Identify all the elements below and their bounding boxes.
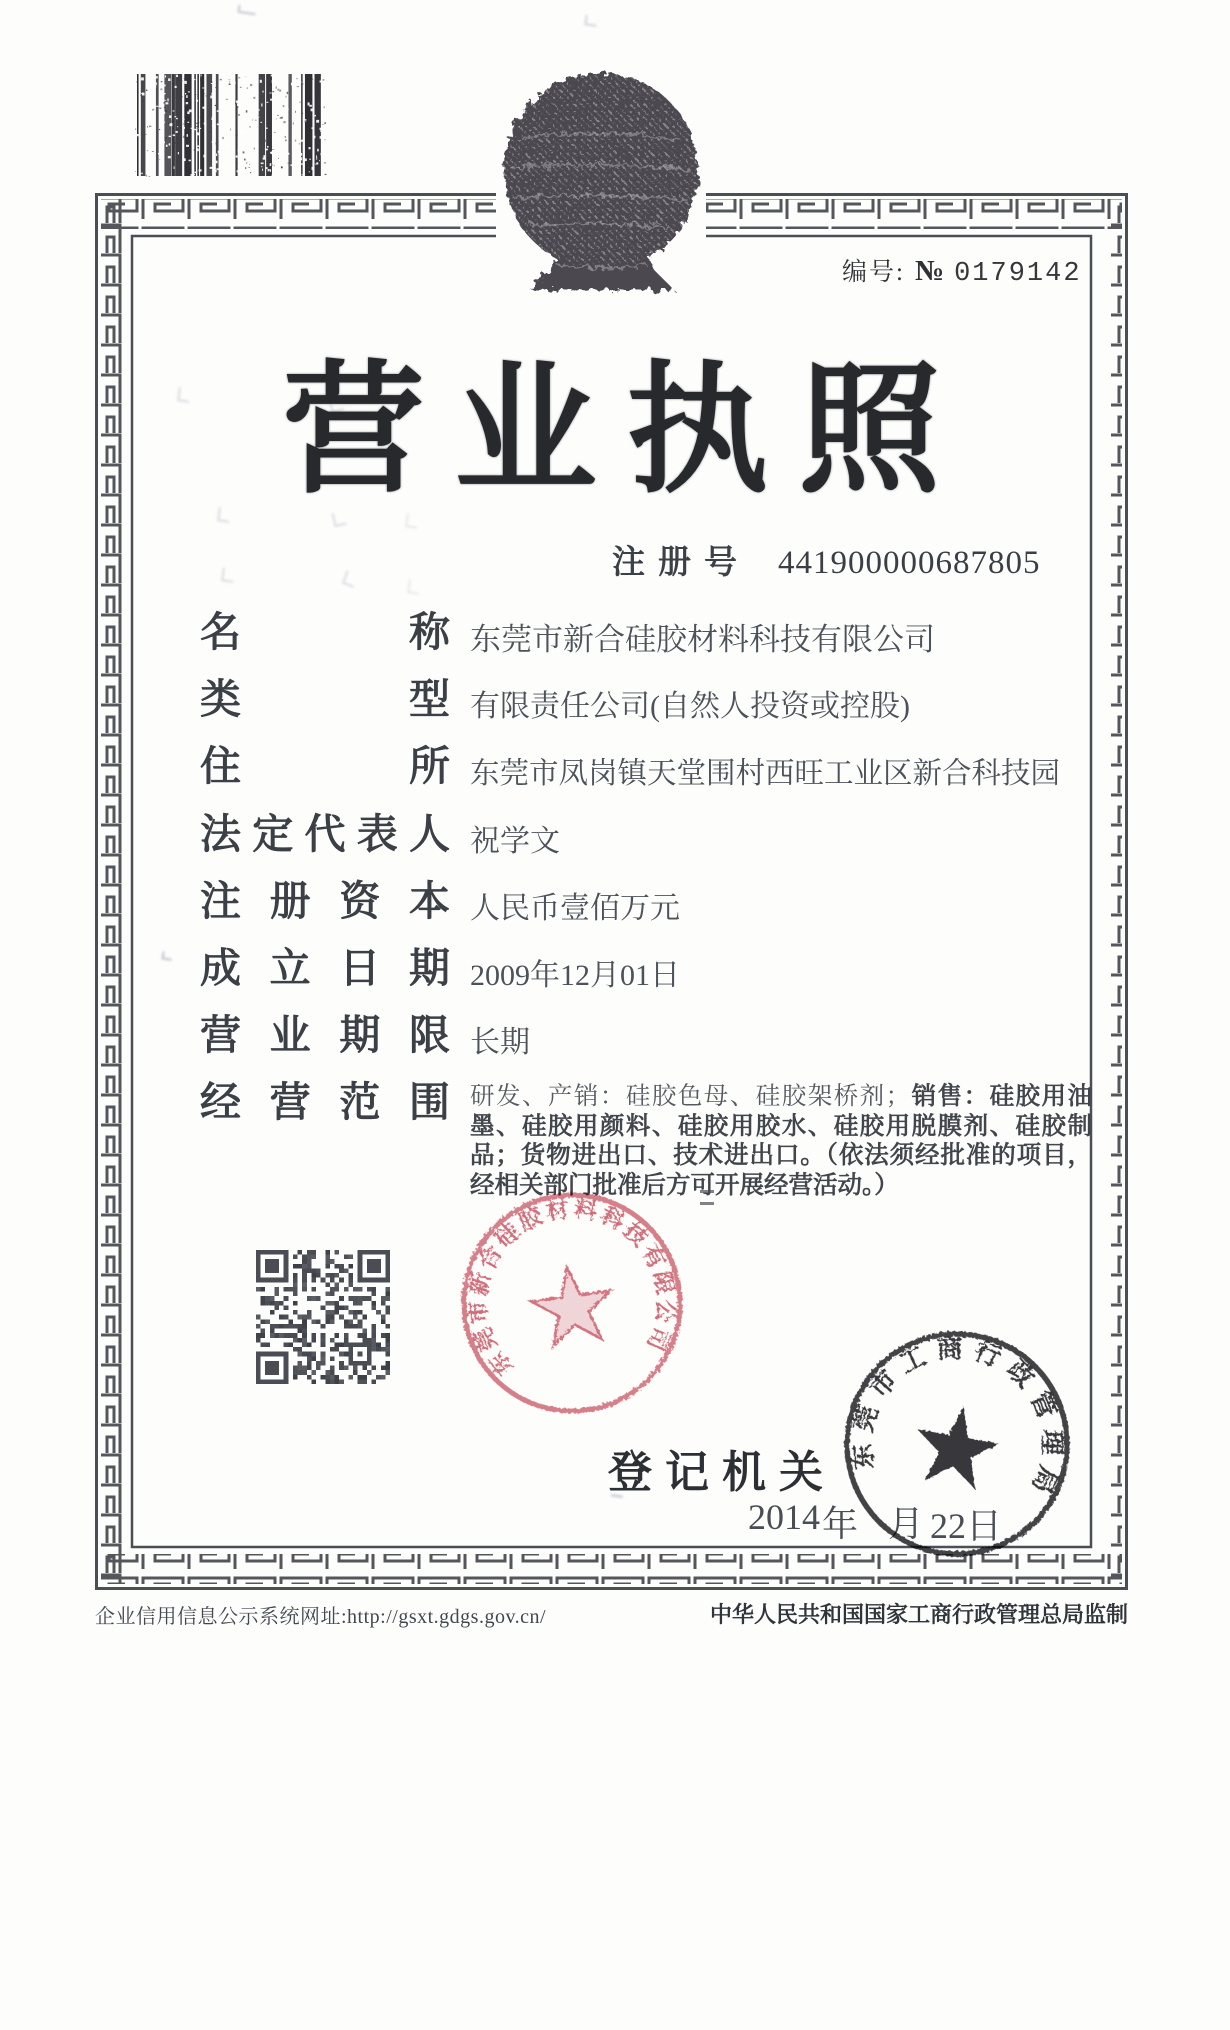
scan-artifact <box>407 579 421 595</box>
registration-number-line <box>612 536 1041 583</box>
public-info-url: 企业信用信息公示系统网址:http://gsxt.gdgs.gov.cn/ <box>95 1606 547 1628</box>
barcode-image <box>135 74 327 178</box>
field-value: 长期 <box>470 1026 530 1059</box>
field-row-legal-representative <box>0 810 1230 864</box>
field-label: 经 营 范 围 <box>200 1079 450 1125</box>
field-row-business-term <box>0 1011 1230 1065</box>
field-value: 东莞市凤岗镇天堂围村西旺工业区新合科技园 <box>470 758 1061 790</box>
issue-date-year: 2014 <box>748 1497 820 1537</box>
field-label: 住 所 <box>200 743 450 789</box>
field-label: 类 型 <box>200 676 450 722</box>
qr-code-image <box>256 1250 390 1384</box>
scope-bold: 销售：硅胶用油墨、硅胶用颜料、硅胶用胶水、硅胶用脱膜剂、硅胶制品；货物进出口、技术进出口。（依法须经批准的项目，经相关部门批准后方可开展经营活动。） <box>470 1083 1093 1199</box>
numero-sign: № <box>914 255 945 287</box>
issue-date-month-char: 月 <box>888 1504 925 1544</box>
field-value: 有限责任公司(自然人投资或控股) <box>470 690 910 723</box>
field-label: 名 称 <box>200 609 450 655</box>
star-icon <box>909 1399 1005 1492</box>
registrar-label: 登记机关 <box>608 1448 836 1497</box>
national-emblem <box>496 68 706 296</box>
scan-artifact <box>700 1190 714 1205</box>
field-label: 营 业 期 限 <box>200 1012 450 1058</box>
star-icon <box>527 1262 617 1348</box>
field-row-establish-date <box>0 944 1230 998</box>
registration-number: 441900000687805 <box>778 545 1041 581</box>
field-label: 法 定 代 表 人 <box>200 811 450 857</box>
field-value: 东莞市新合硅胶材料科技有限公司 <box>470 622 935 657</box>
field-label: 成 立 日 期 <box>200 945 450 991</box>
field-value: 人民币壹佰万元 <box>470 892 680 925</box>
field-row-type <box>0 675 1230 729</box>
field-row-registered-capital <box>0 877 1230 931</box>
scan-artifact <box>584 15 597 27</box>
field-value <box>470 1082 1092 1200</box>
field-row-name <box>0 608 1230 662</box>
serial-label: 编号: <box>842 259 905 286</box>
issue-date-year-char: 年 <box>822 1504 859 1544</box>
field-value: 祝学文 <box>470 825 560 858</box>
authority-stamp-text: 东莞市工商行政管理局 <box>846 1334 1067 1506</box>
field-label: 注 册 资 本 <box>200 878 450 924</box>
scope-normal: 研发、产销：硅胶色母、硅胶架桥剂； <box>470 1083 911 1110</box>
company-seal <box>454 1185 690 1421</box>
registration-label: 注册号 <box>612 545 750 581</box>
authority-stamp <box>837 1324 1077 1564</box>
company-seal-text: 东莞市新合硅胶材料科技有限公司 <box>465 1195 679 1381</box>
issuing-authority-note: 中华人民共和国国家工商行政管理总局监制 <box>709 1602 1128 1627</box>
scan-artifact <box>238 5 257 15</box>
serial-number-line <box>842 252 1082 289</box>
field-value: 2009年12月01日 <box>470 959 680 992</box>
issue-date-day: 22日 <box>930 1506 1003 1546</box>
field-row-address <box>0 742 1230 796</box>
scan-artifact <box>221 567 235 583</box>
license-title: 营业执照 <box>282 351 971 510</box>
serial-number: 0179142 <box>954 259 1082 289</box>
